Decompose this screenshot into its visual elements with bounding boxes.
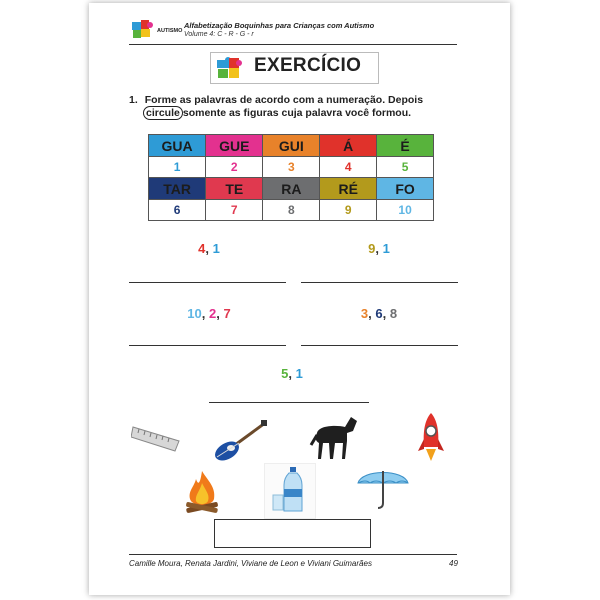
syllable-cell: RÉ	[320, 178, 377, 200]
question-line1: Forme as palavras de acordo com a numeração. Depois	[144, 94, 424, 106]
header-divider	[129, 44, 457, 45]
circled-word: circule	[143, 106, 183, 120]
exercise-title: EXERCÍCIO	[254, 55, 362, 76]
number-cell: 9	[320, 200, 377, 221]
answer-box[interactable]	[214, 519, 371, 548]
logo-text: AUTISMO	[157, 28, 183, 34]
sequence-number: 1	[295, 366, 303, 381]
answer-line	[209, 402, 369, 403]
answer-line	[129, 282, 286, 283]
number-cell: 2	[206, 157, 263, 178]
syllable-table	[148, 134, 434, 221]
question-text	[129, 94, 439, 120]
ruler-icon	[131, 415, 183, 453]
sequence-number: 10	[187, 306, 202, 321]
number-cell: 4	[320, 157, 377, 178]
syllable-cell: TE	[206, 178, 263, 200]
number-row-2	[149, 200, 434, 221]
sequence	[319, 306, 439, 321]
syllable-cell: GUI	[263, 135, 320, 157]
rocket-icon	[416, 411, 446, 465]
question-line2: somente as figuras cuja palavra você formou.	[182, 107, 412, 119]
sequence-number: 1	[382, 241, 390, 256]
guitar-icon	[211, 419, 269, 463]
sequence-number: 1	[212, 241, 220, 256]
header-title: Alfabetização Boquinhas para Crianças com Autismo	[184, 21, 375, 30]
puzzle-logo-icon	[131, 19, 155, 39]
number-cell: 3	[263, 157, 320, 178]
syllable-cell: É	[377, 135, 434, 157]
syllable-row-1	[149, 135, 434, 157]
syllable-row-2	[149, 178, 434, 200]
syllable-cell: RA	[263, 178, 320, 200]
horse-icon	[307, 411, 361, 463]
sequence-number: 2	[209, 306, 217, 321]
number-cell: 1	[149, 157, 206, 178]
sequence	[149, 241, 269, 256]
sequence-number: 7	[223, 306, 231, 321]
syllable-cell: Á	[320, 135, 377, 157]
sequence-comma: ,	[205, 241, 213, 256]
answer-line	[129, 345, 286, 346]
number-cell: 8	[263, 200, 320, 221]
footer-authors: Camille Moura, Renata Jardini, Viviane de Leon e Viviani Guimarães	[129, 559, 372, 568]
sequence-comma: ,	[375, 241, 383, 256]
sequence-comma: ,	[216, 306, 224, 321]
syllable-cell: GUE	[206, 135, 263, 157]
number-cell: 7	[206, 200, 263, 221]
number-cell: 10	[377, 200, 434, 221]
syllable-cell: GUA	[149, 135, 206, 157]
sequence	[149, 306, 269, 321]
sequence-comma: ,	[382, 306, 390, 321]
number-cell: 5	[377, 157, 434, 178]
sequence-number: 4	[198, 241, 206, 256]
syllable-cell: TAR	[149, 178, 206, 200]
worksheet-page	[89, 3, 510, 595]
question-number: 1.	[129, 94, 138, 106]
sequence-comma: ,	[201, 306, 209, 321]
syllable-cell: FO	[377, 178, 434, 200]
sequence-number: 8	[389, 306, 398, 321]
sequence	[319, 241, 439, 256]
fire-icon	[180, 469, 224, 517]
footer-divider	[129, 554, 457, 555]
answer-line	[301, 345, 458, 346]
sequence-number: 5	[281, 366, 289, 381]
header-volume: Volume 4: C - R - G - r	[184, 31, 254, 38]
umbrella-icon	[356, 465, 410, 511]
water-bottle-icon	[269, 465, 311, 515]
puzzle-icon	[215, 54, 243, 80]
sequence-comma: ,	[288, 366, 296, 381]
number-cell: 6	[149, 200, 206, 221]
page-number: 49	[449, 559, 458, 568]
answer-line	[301, 282, 458, 283]
sequence-comma: ,	[368, 306, 376, 321]
sequence	[232, 366, 352, 381]
sequence-number: 9	[368, 241, 376, 256]
number-row-1	[149, 157, 434, 178]
sequence-number: 3	[360, 306, 369, 321]
sequence-number: 6	[375, 306, 383, 321]
